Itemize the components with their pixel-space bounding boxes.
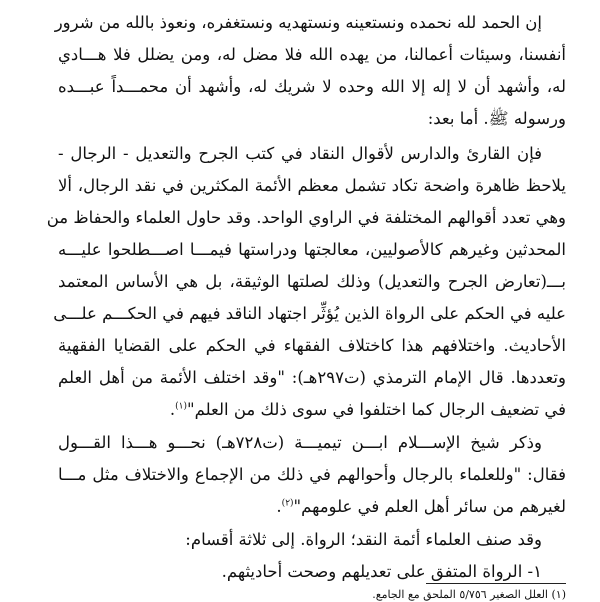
footnote-1: (١) العلل الصغير ٥/٧٥٦ الملحق مع الجامع.: [372, 588, 566, 601]
text-line: وذكر شيخ الإســـلام ابـــن تيميـــة (ت٧٢٨هـ) نحـــو هـــذا القـــول: [58, 433, 542, 452]
period: .: [276, 497, 282, 516]
text-line: إن الحمد لله نحمده ونستعينه ونستهديه ونستغفره، ونعوذ بالله من شرور: [54, 13, 542, 32]
text-line: وتعددها. قال الإمام الترمذي (ت٢٩٧هـ): "وقد اختلف الأئمة من أهل العلم: [58, 368, 566, 387]
text-line-with-footnote: [58, 492, 566, 522]
text-line: بـــ(تعارض الجرح والتعديل) وذلك لصلتها الوثيقة، بل هي الأساس المعتمد: [58, 272, 566, 291]
text-line: فقال: "وللعلماء بالرجال وأحوالهم في ذلك من الإجماع والاختلاف مثل مـــا: [58, 465, 566, 484]
footnote-ref-1[interactable]: (١): [175, 401, 188, 412]
footnote-ref-2[interactable]: (٢): [281, 498, 294, 509]
footnote-separator: [426, 583, 566, 584]
text-line: فإن القارئ والدارس لأقوال النقاد في كتب الجرح والتعديل - الرجال -: [58, 144, 542, 163]
text-line: أنفسنا، وسيئات أعمالنا، من يهده الله فلا مضل له، ومن يضلل فلا هـــادي: [58, 45, 566, 64]
text-segment: في تضعيف الرجال كما اختلفوا في سوى ذلك من العلم": [187, 400, 566, 419]
text-line: الأحاديث. واختلافهم هذا كاختلاف الفقهاء في الحكم على القضايا الفقهية: [58, 336, 566, 355]
text-line: عليه في الحكم على الرواة الذين يُؤثِّر اجتهاد الناقد فيهم في الحكـــم علـــى: [53, 304, 566, 323]
text-line: يلاحظ ظاهرة واضحة تكاد تشمل معظم الأئمة المكثرين في نقد الرجال، ألا: [58, 176, 566, 195]
text-line: ١- الرواة المتفق على تعديلهم وصحت أحاديثهم.: [221, 562, 542, 581]
text-segment: لغيرهم من سائر أهل العلم في علومهم": [293, 497, 566, 516]
text-line: وهي تعدد أقوالهم المختلفة في الراوي الواحد. وقد حاول العلماء والحفاظ من: [46, 208, 566, 227]
document-page: [46, 0, 566, 601]
text-line: له، وأشهد أن لا إله إلا الله وحده لا شريك له، وأشهد أن محمـــداً عبـــده: [58, 77, 566, 96]
text-line: وقد صنف العلماء أئمة النقد؛ الرواة. إلى ثلاثة أقسام:: [185, 530, 542, 549]
text-line: المحدثين وغيرهم كالأصوليين، معالجتها ودراستها فيمـــا اصـــطلحوا عليـــه: [58, 240, 566, 259]
period: .: [169, 400, 176, 419]
text-line-with-footnote: [58, 395, 566, 425]
text-line: ورسوله ﷺ. أما بعد:: [427, 109, 566, 128]
